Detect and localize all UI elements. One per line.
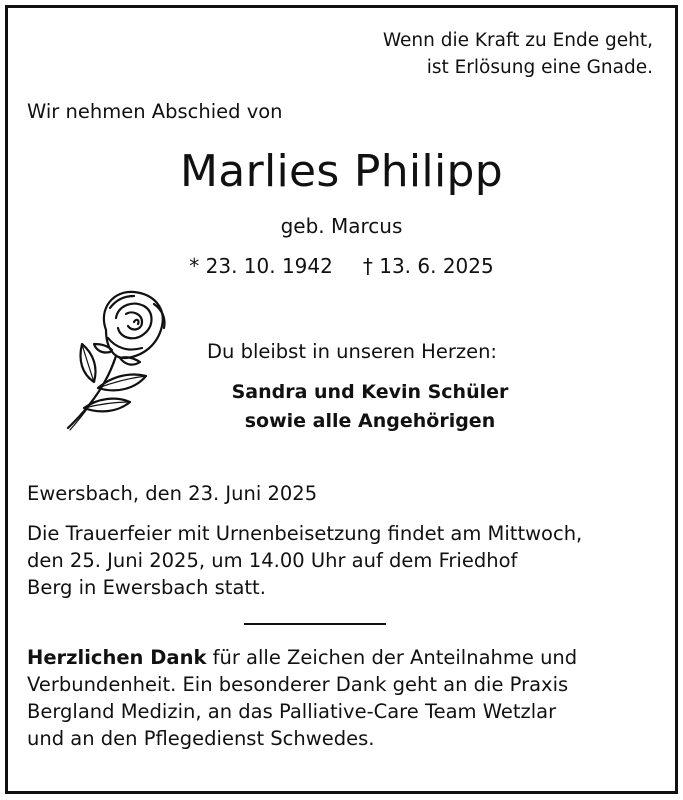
birth-date: * 23. 10. 1942 — [189, 254, 333, 278]
motto-line-2: ist Erlösung eine Gnade. — [426, 57, 653, 78]
rose-icon — [54, 278, 184, 438]
mourners-line-2: sowie alle Angehörigen — [244, 410, 496, 432]
heart-line: Du bleibst in unseren Herzen: — [207, 340, 497, 363]
motto — [383, 27, 653, 81]
death-date: † 13. 6. 2025 — [362, 254, 494, 278]
mourners — [225, 378, 515, 436]
ceremony-line-1: Die Trauerfeier mit Urnenbeisetzung findet am Mittwoch, — [27, 522, 583, 545]
birth-name: geb. Marcus — [280, 214, 403, 238]
deceased-name: Marlies Philipp — [180, 146, 503, 197]
thanks-line-2: Verbundenheit. Ein besonderer Dank geht an die Praxis — [27, 673, 569, 696]
ceremony-info — [27, 520, 657, 601]
life-dates — [0, 254, 683, 278]
thanks-lead: Herzlichen Dank — [27, 646, 207, 669]
ceremony-line-3: Berg in Ewersbach statt. — [27, 576, 266, 599]
mourners-line-1: Sandra und Kevin Schüler — [231, 381, 509, 403]
divider — [244, 623, 386, 625]
thanks-line-3: Bergland Medizin, an das Palliative-Care Team Wetzlar — [27, 700, 557, 723]
motto-line-1: Wenn die Kraft zu Ende geht, — [382, 30, 653, 51]
thanks-line-1-rest: für alle Zeichen der Anteilnahme und — [206, 646, 578, 669]
thanks-line-1 — [27, 644, 657, 671]
thanks-line-4: und an den Pflegedienst Schwedes. — [27, 727, 375, 750]
ceremony-line-2: den 25. Juni 2025, um 14.00 Uhr auf dem Friedhof — [27, 549, 518, 572]
place-date: Ewersbach, den 23. Juni 2025 — [27, 482, 318, 505]
intro-text: Wir nehmen Abschied von — [27, 100, 283, 123]
thanks-text — [27, 644, 657, 752]
